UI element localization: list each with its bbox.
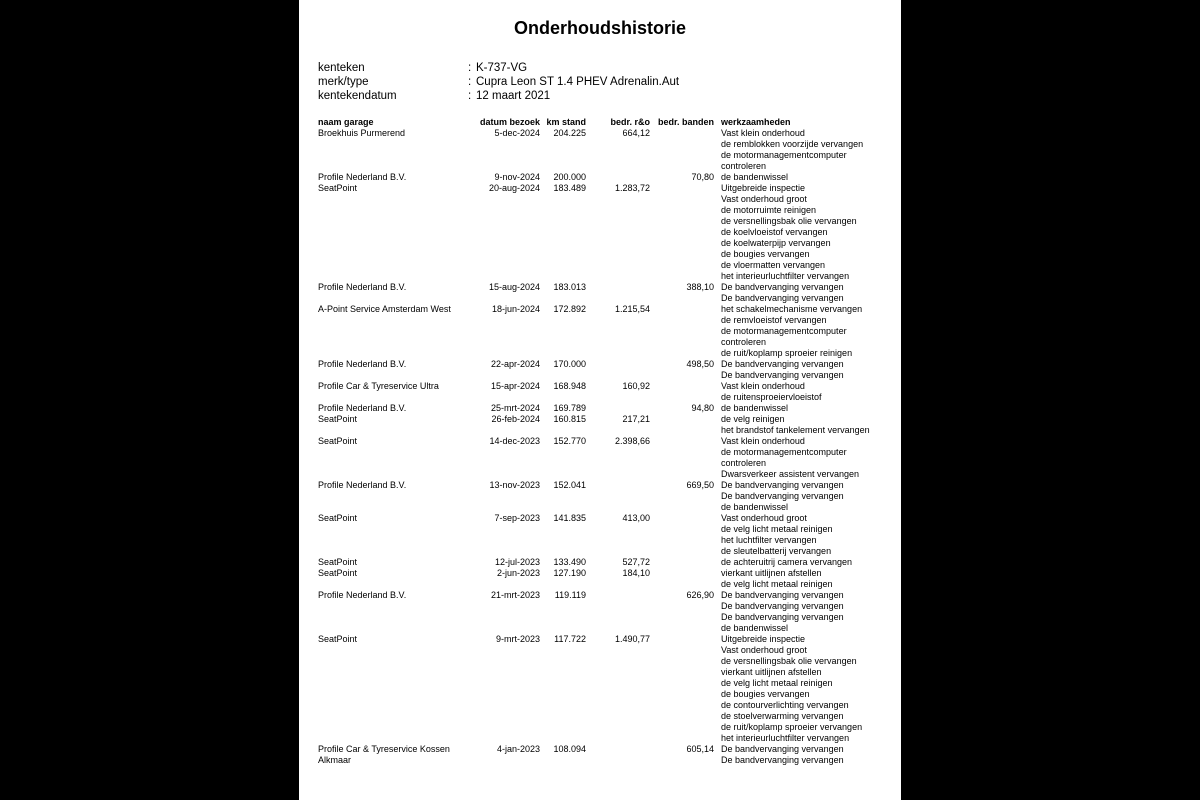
cell-datum: 15-apr-2024: [490, 381, 540, 391]
cell-garage: Profile Nederland B.V.: [318, 590, 407, 600]
work-item: de bandenwissel: [721, 403, 789, 413]
work-item: de bandenwissel: [721, 502, 789, 512]
cell-km-stand: 160.815: [553, 414, 586, 424]
work-item: De bandvervanging vervangen: [721, 282, 844, 292]
work-item: De bandvervanging vervangen: [721, 370, 844, 380]
document-page: [299, 0, 901, 800]
work-item: de achteruitrij camera vervangen: [721, 557, 853, 567]
cell-bedrag-banden: 605,14: [686, 744, 714, 754]
column-header-ro: bedr. r&o: [610, 117, 650, 127]
cell-werkzaamheden: [721, 513, 833, 557]
work-item: de velg licht metaal reinigen: [721, 524, 833, 534]
cell-datum: 14-dec-2023: [489, 436, 540, 446]
cell-km-stand: 169.789: [553, 403, 586, 413]
work-item: controleren: [721, 458, 767, 468]
work-item: De bandvervanging vervangen: [721, 491, 844, 501]
cell-km-stand: 183.013: [553, 282, 586, 292]
cell-garage: Profile Nederland B.V.: [318, 172, 407, 182]
work-item: vierkant uitlijnen afstellen: [721, 568, 822, 578]
column-header-garage: naam garage: [318, 117, 374, 127]
work-item: de bougies vervangen: [721, 249, 810, 259]
cell-werkzaamheden: [721, 590, 844, 634]
work-item: de bandenwissel: [721, 623, 789, 633]
vehicle-colon: :: [468, 62, 472, 74]
cell-km-stand: 127.190: [553, 568, 586, 578]
cell-bedrag-ro: 664,12: [622, 128, 650, 138]
cell-werkzaamheden: [721, 480, 844, 513]
cell-bedrag-ro: 413,00: [622, 513, 650, 523]
cell-datum: 2-jun-2023: [496, 568, 540, 578]
cell-werkzaamheden: [721, 183, 857, 282]
cell-garage: SeatPoint: [318, 183, 358, 193]
work-item: controleren: [721, 161, 767, 171]
cell-datum: 21-mrt-2023: [490, 590, 540, 600]
cell-werkzaamheden: [721, 744, 844, 766]
work-item: de velg reinigen: [721, 414, 785, 424]
work-item: de stoelverwarming vervangen: [721, 711, 844, 721]
work-item: de bandenwissel: [721, 172, 789, 182]
cell-km-stand: 168.948: [553, 381, 586, 391]
cell-bedrag-ro: 527,72: [622, 557, 650, 567]
cell-werkzaamheden: [721, 414, 870, 436]
cell-werkzaamheden: [721, 172, 788, 183]
work-item: De bandvervanging vervangen: [721, 293, 844, 303]
cell-garage: SeatPoint: [318, 414, 358, 424]
cell-bedrag-banden: 626,90: [686, 590, 714, 600]
work-item: De bandvervanging vervangen: [721, 755, 844, 765]
cell-bedrag-ro: 184,10: [622, 568, 650, 578]
vehicle-label: merk/type: [318, 76, 369, 88]
work-item: de motormanagementcomputer: [721, 447, 847, 457]
cell-datum: 26-feb-2024: [491, 414, 540, 424]
cell-km-stand: 204.225: [553, 128, 586, 138]
work-item: controleren: [721, 337, 767, 347]
work-item: De bandvervanging vervangen: [721, 612, 844, 622]
cell-garage: Profile Nederland B.V.: [318, 359, 407, 369]
work-item: Uitgebreide inspectie: [721, 634, 806, 644]
cell-garage: SeatPoint: [318, 634, 358, 644]
cell-garage: Broekhuis Purmerend: [318, 128, 406, 138]
cell-werkzaamheden: [721, 304, 862, 359]
cell-datum: 15-aug-2024: [488, 282, 540, 292]
work-item: Vast klein onderhoud: [721, 381, 805, 391]
work-item: de versnellingsbak olie vervangen: [721, 656, 857, 666]
cell-garage: SeatPoint: [318, 557, 358, 567]
work-item: het schakelmechanisme vervangen: [721, 304, 863, 314]
cell-bedrag-ro: 2.398,66: [614, 436, 650, 446]
work-item: De bandvervanging vervangen: [721, 590, 844, 600]
cell-werkzaamheden: [721, 381, 822, 403]
work-item: De bandvervanging vervangen: [721, 480, 844, 490]
work-item: Vast onderhoud groot: [721, 194, 807, 204]
work-item: de vloermatten vervangen: [721, 260, 826, 270]
cell-datum: 25-mrt-2024: [490, 403, 540, 413]
work-item: de koelwaterpijp vervangen: [721, 238, 831, 248]
work-item: het brandstof tankelement vervangen: [721, 425, 870, 435]
cell-bedrag-ro: 1.283,72: [614, 183, 650, 193]
cell-datum: 4-jan-2023: [496, 744, 540, 754]
cell-km-stand: 183.489: [553, 183, 586, 193]
column-header-werk: werkzaamheden: [721, 117, 791, 127]
work-item: vierkant uitlijnen afstellen: [721, 667, 822, 677]
work-item: de sleutelbatterij vervangen: [721, 546, 832, 556]
work-item: Vast klein onderhoud: [721, 128, 805, 138]
work-item: de ruitensproeiervloeistof: [721, 392, 822, 402]
work-item: de remvloeistof vervangen: [721, 315, 827, 325]
cell-datum: 9-mrt-2023: [495, 634, 540, 644]
work-item: Uitgebreide inspectie: [721, 183, 806, 193]
work-item: De bandvervanging vervangen: [721, 601, 844, 611]
cell-garage: Profile Nederland B.V.: [318, 480, 407, 490]
work-item: de motorruimte reinigen: [721, 205, 817, 215]
vehicle-colon: :: [468, 76, 472, 88]
cell-datum: 20-aug-2024: [488, 183, 540, 193]
work-item: Vast onderhoud groot: [721, 513, 807, 523]
column-header-banden: bedr. banden: [657, 117, 714, 127]
work-item: de ruit/koplamp sproeier vervangen: [721, 722, 863, 732]
cell-bedrag-ro: 160,92: [622, 381, 650, 391]
vehicle-value: 12 maart 2021: [476, 90, 551, 102]
cell-km-stand: 141.835: [553, 513, 586, 523]
cell-km-stand: 108.094: [553, 744, 586, 754]
work-item: het interieurluchtfilter vervangen: [721, 271, 850, 281]
cell-bedrag-ro: 1.490,77: [614, 634, 650, 644]
work-item: de koelvloeistof vervangen: [721, 227, 828, 237]
cell-datum: 18-jun-2024: [491, 304, 540, 314]
cell-bedrag-ro: 1.215,54: [614, 304, 650, 314]
cell-km-stand: 152.041: [553, 480, 586, 490]
cell-garage: A-Point Service Amsterdam West: [318, 304, 451, 314]
cell-garage: Profile Car & Tyreservice Ultra: [318, 381, 439, 391]
cell-datum: 22-apr-2024: [490, 359, 540, 369]
page-title: Onderhoudshistorie: [513, 18, 686, 38]
vehicle-value: Cupra Leon ST 1.4 PHEV Adrenalin.Aut: [476, 76, 680, 88]
cell-bedrag-banden: 94,80: [691, 403, 714, 413]
cell-datum: 12-jul-2023: [494, 557, 540, 567]
cell-garage: SeatPoint: [318, 568, 358, 578]
work-item: de ruit/koplamp sproeier reinigen: [721, 348, 853, 358]
column-header-km: km stand: [546, 117, 586, 127]
work-item: het interieurluchtfilter vervangen: [721, 733, 850, 743]
cell-garage: SeatPoint: [318, 513, 358, 523]
cell-werkzaamheden: [721, 403, 788, 414]
cell-werkzaamheden: [721, 282, 844, 304]
cell-bedrag-banden: 498,50: [686, 359, 714, 369]
work-item: de remblokken voorzijde vervangen: [721, 139, 864, 149]
cell-km-stand: 133.490: [553, 557, 586, 567]
table-header: [299, 117, 901, 128]
vehicle-value: K-737-VG: [476, 62, 528, 74]
work-item: Vast klein onderhoud: [721, 436, 805, 446]
cell-werkzaamheden: [721, 634, 862, 744]
cell-werkzaamheden: [721, 557, 852, 568]
work-item: De bandvervanging vervangen: [721, 359, 844, 369]
work-item: De bandvervanging vervangen: [721, 744, 844, 754]
vehicle-colon: :: [468, 90, 472, 102]
cell-bedrag-banden: 669,50: [686, 480, 714, 490]
cell-km-stand: 119.119: [554, 590, 586, 600]
work-item: het luchtfilter vervangen: [721, 535, 817, 545]
cell-werkzaamheden: [721, 359, 844, 381]
cell-garage: Profile Car & Tyreservice Kossen Alkmaar: [318, 744, 450, 765]
vehicle-label: kentekendatum: [318, 90, 397, 102]
work-item: de versnellingsbak olie vervangen: [721, 216, 857, 226]
column-header-datum: datum bezoek: [479, 117, 540, 127]
cell-datum: 13-nov-2023: [489, 480, 540, 490]
work-item: Vast onderhoud groot: [721, 645, 807, 655]
cell-km-stand: 172.892: [553, 304, 586, 314]
work-item: de velg licht metaal reinigen: [721, 678, 833, 688]
work-item: de motormanagementcomputer: [721, 326, 847, 336]
cell-bedrag-banden: 70,80: [691, 172, 714, 182]
cell-bedrag-ro: 217,21: [622, 414, 650, 424]
cell-km-stand: 117.722: [554, 634, 586, 644]
cell-datum: 9-nov-2024: [494, 172, 540, 182]
work-item: de bougies vervangen: [721, 689, 810, 699]
work-item: Dwarsverkeer assistent vervangen: [721, 469, 860, 479]
cell-garage: Profile Nederland B.V.: [318, 282, 407, 292]
cell-werkzaamheden: [721, 436, 859, 480]
work-item: de motormanagementcomputer: [721, 150, 847, 160]
vehicle-label: kenteken: [318, 62, 365, 74]
cell-km-stand: 170.000: [553, 359, 586, 369]
cell-km-stand: 200.000: [553, 172, 586, 182]
cell-werkzaamheden: [721, 128, 863, 172]
cell-datum: 5-dec-2024: [494, 128, 540, 138]
work-item: de contourverlichting vervangen: [721, 700, 849, 710]
cell-garage: Profile Nederland B.V.: [318, 403, 407, 413]
cell-bedrag-banden: 388,10: [686, 282, 714, 292]
cell-werkzaamheden: [721, 568, 833, 590]
work-item: de velg licht metaal reinigen: [721, 579, 833, 589]
cell-datum: 7-sep-2023: [494, 513, 540, 523]
cell-km-stand: 152.770: [553, 436, 586, 446]
cell-garage: SeatPoint: [318, 436, 358, 446]
